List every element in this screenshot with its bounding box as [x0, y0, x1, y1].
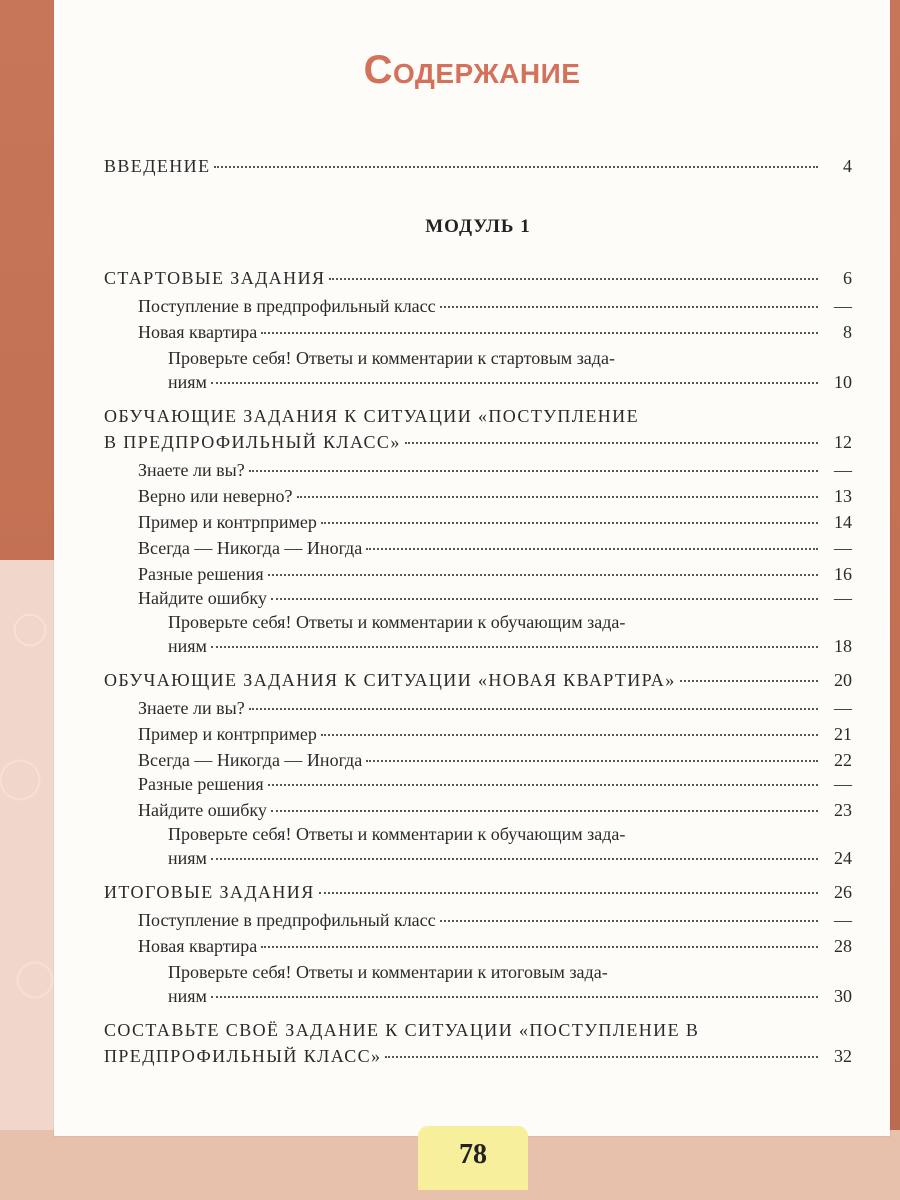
- toc-entry-check-line1[interactable]: [104, 346, 852, 370]
- toc-entry-section[interactable]: [104, 266, 852, 290]
- dot-leader: [211, 858, 818, 860]
- toc-entry-label: Поступление в предпрофильный класс: [138, 296, 436, 316]
- toc-entry-section[interactable]: [104, 668, 852, 692]
- toc-entry-label: Разные решения: [138, 774, 264, 794]
- toc-entry-label: ниям: [168, 636, 207, 656]
- toc-entry-label: Поступление в предпрофильный класс: [138, 910, 436, 930]
- toc-entry-check-line2[interactable]: [104, 984, 852, 1008]
- toc-entry-label: Новая квартира: [138, 936, 258, 956]
- toc-page-number: 30: [834, 986, 852, 1006]
- toc-entry-label: ПРЕДПРОФИЛЬНЫЙ КЛАСС»: [104, 1046, 382, 1066]
- toc-entry-label: Найдите ошибку: [138, 588, 267, 608]
- dot-leader: [321, 734, 818, 736]
- dot-leader: [321, 522, 818, 524]
- toc-entry-item[interactable]: [104, 294, 852, 318]
- toc-page-number: —: [834, 588, 852, 608]
- toc-entry-section-line1[interactable]: [104, 404, 852, 428]
- module-heading: МОДУЛЬ 1: [425, 216, 531, 237]
- toc-entry-label: СОСТАВЬТЕ СВОЁ ЗАДАНИЕ К СИТУАЦИИ «ПОСТУПЛЕНИЕ В: [104, 1020, 700, 1040]
- toc-entry-item[interactable]: [104, 934, 852, 958]
- toc-entry-item[interactable]: [104, 696, 852, 720]
- dot-leader: [366, 548, 818, 550]
- toc-entry-item[interactable]: [104, 748, 852, 772]
- toc-entry-section-line2[interactable]: [104, 430, 852, 454]
- toc-page-number: —: [834, 910, 852, 930]
- toc-entry-check-line2[interactable]: [104, 370, 852, 394]
- toc-entry-label: СТАРТОВЫЕ ЗАДАНИЯ: [104, 268, 326, 288]
- dot-leader: [329, 278, 818, 280]
- toc-entry-section-line1[interactable]: [104, 1018, 852, 1042]
- toc-entry-item[interactable]: [104, 772, 852, 796]
- toc-page-number: 12: [834, 432, 852, 452]
- toc-page-number: 16: [834, 564, 852, 584]
- toc-entry-section[interactable]: [104, 880, 852, 904]
- dot-leader: [249, 708, 818, 710]
- dot-leader: [211, 646, 818, 648]
- toc-entry-item[interactable]: [104, 320, 852, 344]
- toc-page-number: 28: [834, 936, 852, 956]
- toc-page-number: 22: [834, 750, 852, 770]
- toc-entry-label: Разные решения: [138, 564, 264, 584]
- toc-entry-label: ниям: [168, 848, 207, 868]
- toc-page-number: 8: [843, 322, 852, 342]
- toc-page-number: 23: [834, 800, 852, 820]
- toc-entry-section-line2[interactable]: [104, 1044, 852, 1068]
- dot-leader: [268, 574, 818, 576]
- toc-entry-label: ниям: [168, 372, 207, 392]
- dot-leader: [680, 680, 818, 682]
- dot-leader: [268, 784, 818, 786]
- toc-entry-item[interactable]: [104, 722, 852, 746]
- toc-entry-label: Знаете ли вы?: [138, 460, 245, 480]
- toc-entry-label: ВВЕДЕНИЕ: [104, 156, 211, 176]
- toc-entry-item[interactable]: [104, 562, 852, 586]
- toc-entry-label: В ПРЕДПРОФИЛЬНЫЙ КЛАСС»: [104, 432, 401, 452]
- toc-entry-label: Пример и контрпример: [138, 512, 317, 532]
- dot-leader: [211, 382, 818, 384]
- toc-entry-item[interactable]: [104, 458, 852, 482]
- toc-entry-label: Найдите ошибку: [138, 800, 267, 820]
- dot-leader: [249, 470, 818, 472]
- dot-leader: [405, 442, 818, 444]
- toc-entry-label: Пример и контрпример: [138, 724, 317, 744]
- toc-page-number: 26: [834, 882, 852, 902]
- toc-entry-label: Проверьте себя! Ответы и комментарии к итоговым зада-: [168, 962, 608, 982]
- toc-entry-label: Верно или неверно?: [138, 486, 293, 506]
- toc-entry-item[interactable]: [104, 536, 852, 560]
- toc-entry-label: Проверьте себя! Ответы и комментарии к обучающим зада-: [168, 612, 626, 632]
- dot-leader: [297, 496, 818, 498]
- toc-entry-label: Всегда — Никогда — Иногда: [138, 538, 363, 558]
- toc-entry-label: Проверьте себя! Ответы и комментарии к обучающим зада-: [168, 824, 626, 844]
- toc-entry-item[interactable]: [104, 798, 852, 822]
- toc-entry-label: Новая квартира: [138, 322, 258, 342]
- toc-entry-intro[interactable]: [104, 154, 852, 178]
- toc-entry-item[interactable]: [104, 586, 852, 610]
- toc-entry-label: Знаете ли вы?: [138, 698, 245, 718]
- dot-leader: [214, 166, 818, 168]
- dot-leader: [319, 892, 818, 894]
- toc-page-number: 21: [834, 724, 852, 744]
- dot-leader: [271, 810, 818, 812]
- toc-entry-item[interactable]: [104, 510, 852, 534]
- toc-page-number: 14: [834, 512, 852, 532]
- toc-page-number: —: [834, 460, 852, 480]
- toc-entry-label: ИТОГОВЫЕ ЗАДАНИЯ: [104, 882, 315, 902]
- toc-page-number: —: [834, 698, 852, 718]
- toc-entry-check-line1[interactable]: [104, 610, 852, 634]
- toc-page-number: —: [834, 774, 852, 794]
- toc-entry-label: Проверьте себя! Ответы и комментарии к стартовым зада-: [168, 348, 615, 368]
- toc-entry-check-line2[interactable]: [104, 634, 852, 658]
- toc-entry-label: Всегда — Никогда — Иногда: [138, 750, 363, 770]
- toc-page-number: 32: [834, 1046, 852, 1066]
- toc-entry-label: ОБУЧАЮЩИЕ ЗАДАНИЯ К СИТУАЦИИ «ПОСТУПЛЕНИЕ: [104, 406, 639, 426]
- toc-entry-check-line1[interactable]: [104, 960, 852, 984]
- page-title: Содержание: [363, 48, 581, 92]
- dot-leader: [261, 946, 818, 948]
- dot-leader: [366, 760, 818, 762]
- toc-entry-item[interactable]: [104, 484, 852, 508]
- toc-page-number: 20: [834, 670, 852, 690]
- dot-leader: [440, 306, 818, 308]
- page-number-tab: 78: [418, 1126, 528, 1190]
- toc-page-number: —: [834, 296, 852, 316]
- toc-page-number: 10: [834, 372, 852, 392]
- toc-entry-check-line2[interactable]: [104, 846, 852, 870]
- toc-entry-label: ОБУЧАЮЩИЕ ЗАДАНИЯ К СИТУАЦИИ «НОВАЯ КВАРТИРА»: [104, 670, 676, 690]
- toc-entry-item[interactable]: [104, 908, 852, 932]
- dot-leader: [440, 920, 818, 922]
- toc-page-number: —: [834, 538, 852, 558]
- toc-page-number: 18: [834, 636, 852, 656]
- toc-page-number: 6: [843, 268, 852, 288]
- page-sheet: [54, 0, 890, 1136]
- toc-page-number: 24: [834, 848, 852, 868]
- toc-entry-label: ниям: [168, 986, 207, 1006]
- toc-entry-check-line1[interactable]: [104, 822, 852, 846]
- dot-leader: [385, 1056, 818, 1058]
- dot-leader: [261, 332, 818, 334]
- toc-page-number: 4: [843, 156, 852, 176]
- dot-leader: [271, 598, 818, 600]
- dot-leader: [211, 996, 818, 998]
- toc-page-number: 13: [834, 486, 852, 506]
